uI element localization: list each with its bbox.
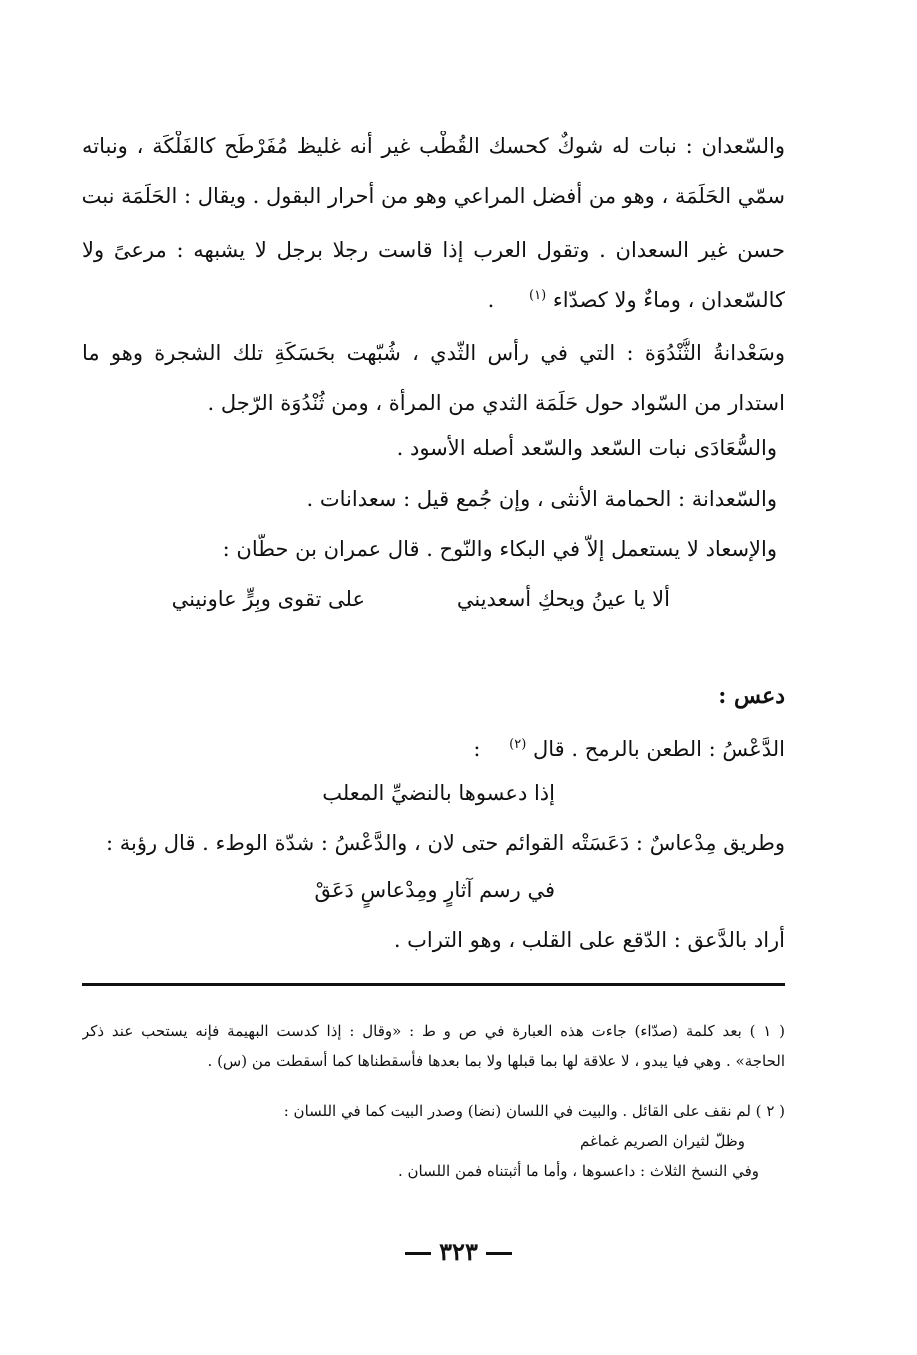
footnote-2-line-3: وفي النسخ الثلاث : داعسوها ، وأما ما أثبتناه فمن اللسان . [397, 1162, 759, 1180]
entry-saadan-line-2: سمّي الحَلَمَة ، وهو من أفضل المراعي وهو من أحرار البقول . ويقال : الحَلَمَة نبت [82, 184, 785, 208]
footnote-2-line-1: ( ٢ ) لم نقف على القائل . والبيت في اللسان (نضا) وصدر البيت كما في اللسان : [283, 1102, 785, 1120]
entry-saadana-line-1: وسَعْدانةُ الثُّنْدُوَة : التي في رأس الثّدي ، شُبّهت بحَسَكَةِ تلك الشجرة وهو ما [82, 341, 785, 365]
entry-saadana-line-2: استدار من السّواد حول حَلَمَة الثدي من المرأة ، ومن ثُنْدُوَة الرّجل . [207, 391, 785, 415]
page-number-dash-left [405, 1252, 431, 1255]
entry-daas-tail: : [473, 737, 481, 761]
page-number [0, 1236, 917, 1268]
entry-midaas: وطريق مِدْعاسٌ : دَعَسَتْه القوائم حتى لان ، والدَّعْسُ : شدّة الوطء . قال رؤبة : [105, 831, 785, 855]
entry-saadan-line-1: والسّعدان : نبات له شوكٌ كحسك القُطْب غير أنه غليظ مُفَرْطَح كالفَلْكَة ، ونباته [82, 134, 785, 158]
footnote-ref-1: (١) [529, 288, 547, 303]
footnote-1-line-1: ( ١ ) بعد كلمة (صدّاء) جاءت هذه العبارة في ص و ط : «وقال : إذا كدست البهيمة فإنه يستحب عند ذكر [82, 1022, 785, 1040]
footnote-ref-2: (٢) [509, 737, 527, 752]
entry-daas-line [82, 730, 785, 764]
footnote-separator [82, 983, 785, 986]
entry-saadan-line-4-tail: . [487, 288, 495, 312]
verse-3: في رسم آثارٍ ومِدْعاسٍ دَعَقْ [314, 878, 555, 902]
verse-2: إذا دعسوها بالنضيِّ المعلب [322, 781, 555, 805]
entry-saadaa: والسُّعَادَى نبات السّعد والسّعد أصله الأسود . [396, 436, 777, 460]
entry-saadan-line-4-text: كالسّعدان ، وماءٌ ولا كصدّاء [552, 288, 785, 312]
page-number-value: ٣٢٣ [439, 1237, 478, 1266]
entry-daas-text: الدَّعْسُ : الطعن بالرمح . قال [533, 737, 785, 761]
verse-1-second-hemistich: على تقوى وبِرٍّ عاونيني [171, 587, 365, 611]
verse-1-first-hemistich: ألا يا عينُ ويحكِ أسعديني [456, 587, 670, 611]
footnote-2-verse: وظلّ لثيران الصريم غماغم [579, 1132, 745, 1150]
entry-saadan-line-3: حسن غير السعدان . وتقول العرب إذا قاست رجلا برجل لا يشبهه : مرعىً ولا [82, 238, 785, 262]
footnote-1-line-2: الحاجة» . وهي فيا يبدو ، لا علاقة لها بما قبلها ولا بما بعدها فأسقطناها كما أسقطت من (س) . [207, 1052, 785, 1070]
entry-isaad: والإسعاد لا يستعمل إلاّ في البكاء والنّوح . قال عمران بن حطّان : [222, 537, 777, 561]
entry-heading-daas: دعس : [718, 683, 785, 709]
entry-saadana-dove: والسّعدانة : الحمامة الأنثى ، وإن جُمع قيل : سعدانات . [306, 487, 777, 511]
entry-saadan-line-4 [82, 281, 785, 315]
entry-arada: أراد بالدَّعق : الدّقع على القلب ، وهو التراب . [393, 928, 785, 952]
page-number-dash-right [486, 1252, 512, 1255]
